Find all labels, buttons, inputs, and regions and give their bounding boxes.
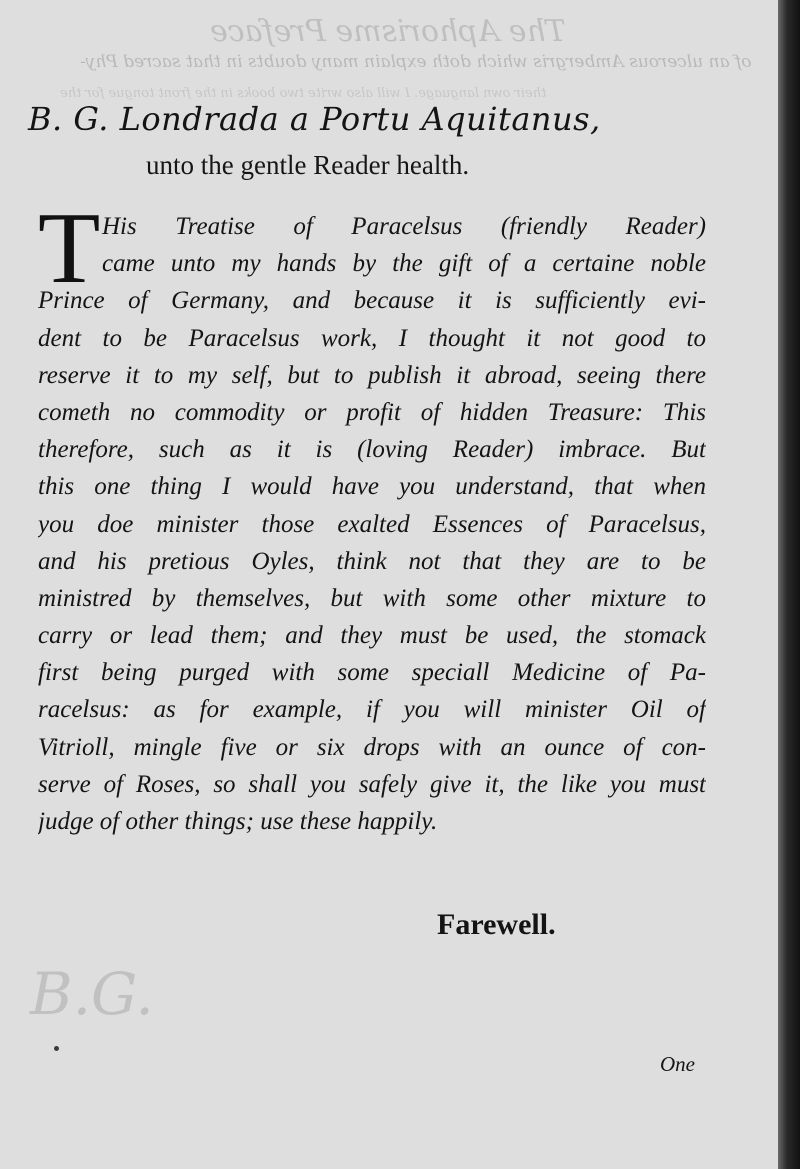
text-line: came unto my hands by the gift of a certaine noble: [102, 250, 706, 278]
catchword: One: [660, 1052, 695, 1076]
text-line: cometh no commodity or profit of hidden Treasure: This: [38, 398, 706, 426]
ink-dot: [54, 1046, 59, 1051]
text-line: racelsus: as for example, if you will minister Oil of: [38, 696, 706, 724]
text-line: serve of Roses, so shall you safely give it, the like you must: [38, 770, 706, 798]
text-line: ministred by themselves, but with some other mixture to: [38, 584, 706, 612]
closing-farewell: Farewell.: [437, 908, 556, 941]
text-line: you doe minister those exalted Essences of Paracelsus,: [38, 510, 706, 538]
monogram-stamp: B.G.: [30, 960, 154, 1028]
text-line: and his pretious Oyles, think not that they are to be: [38, 547, 706, 575]
body-text: [38, 208, 706, 840]
page-subtitle: unto the gentle Reader health.: [146, 150, 470, 180]
text-line: Vitrioll, mingle five or six drops with an ounce of con-: [38, 733, 706, 761]
text-line: carry or lead them; and they must be used, the stomack: [38, 622, 706, 650]
text-line: Prince of Germany, and because it is sufficiently evi-: [38, 287, 706, 315]
text-line: judge of other things; use these happily.: [38, 808, 438, 835]
text-line: first being purged with some speciall Medicine of Pa-: [38, 659, 706, 687]
text-line: reserve it to my self, but to publish it abroad, seeing there: [38, 361, 706, 389]
drop-cap: T: [38, 192, 101, 305]
book-gutter: [778, 0, 800, 1169]
bleed-through-line: their own language. I will also write two books in the front tongue for the: [60, 86, 547, 101]
bleed-through-header: The Aphorisme Preface: [210, 14, 566, 49]
bleed-through-line: of an ulcerous Ambergris which doth explain many doubts in that sacred Phy-: [80, 52, 752, 72]
page-title: B. G. Londrada a Portu Aquitanus,: [28, 100, 601, 138]
text-line: His Treatise of Paracelsus (friendly Reader): [102, 213, 706, 240]
text-line: therefore, such as it is (loving Reader) imbrace. But: [38, 436, 706, 464]
text-line: dent to be Paracelsus work, I thought it not good to: [38, 324, 706, 352]
text-line: this one thing I would have you understand, that when: [38, 473, 706, 501]
